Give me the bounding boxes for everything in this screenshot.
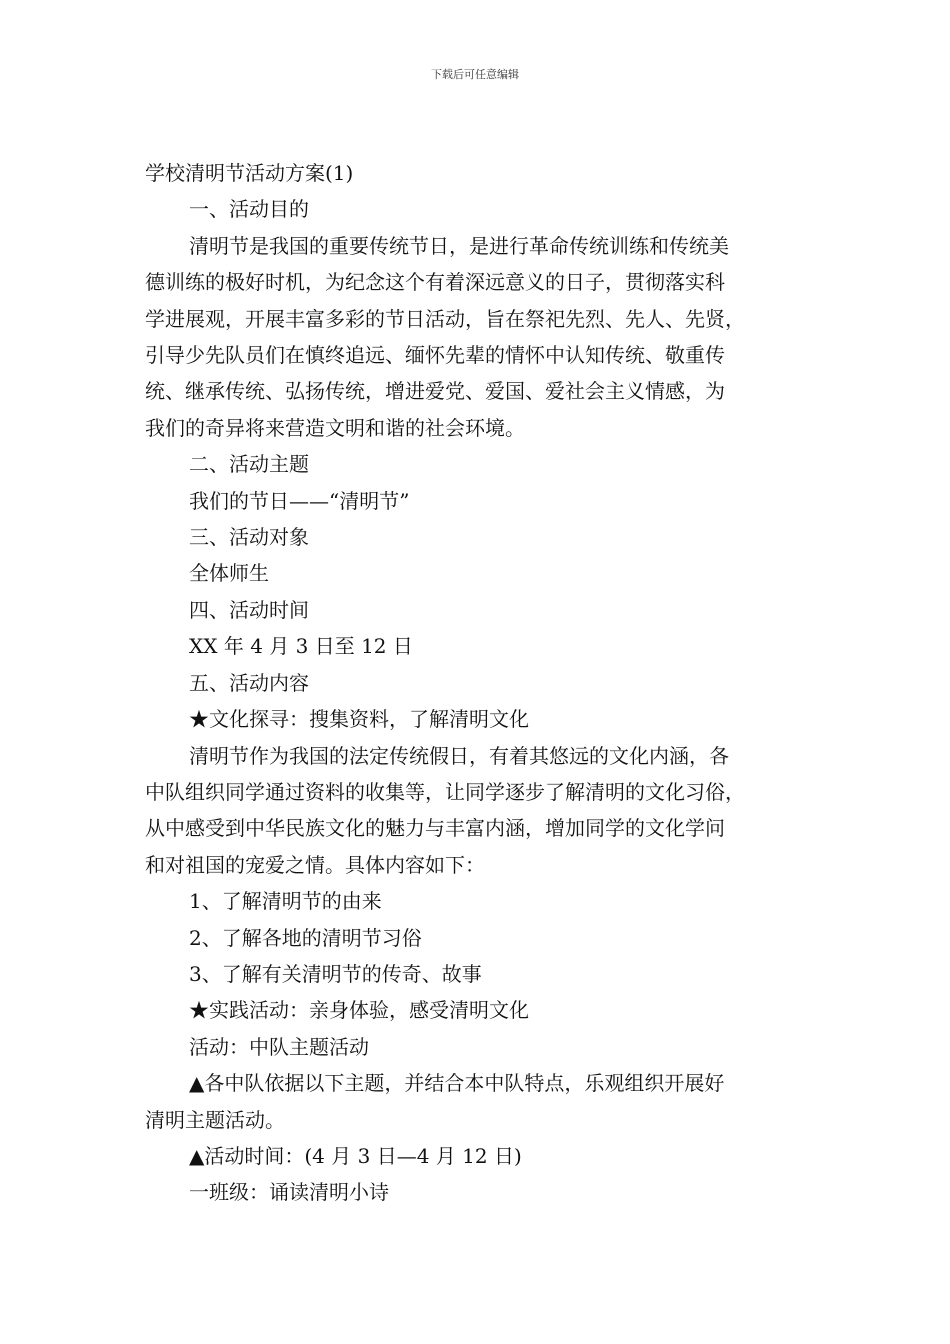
paragraph-line: 清明节是我国的重要传统节日，是进行革命传统训练和传统美 xyxy=(189,233,729,258)
document-title: 学校清明节活动方案(1) xyxy=(145,161,354,185)
paragraph-line: 和对祖国的宠爱之情。具体内容如下： xyxy=(145,852,485,877)
section-heading-content: 五、活动内容 xyxy=(189,670,309,695)
class-one-text: 一班级：诵读清明小诗 xyxy=(189,1180,389,1205)
paragraph-line: 我们的奇异将来营造文明和谐的社会环境。 xyxy=(145,415,525,440)
paragraph-line: 清明节作为我国的法定传统假日，有着其悠远的文化内涵，各 xyxy=(189,743,729,768)
audience-text: 全体师生 xyxy=(189,561,269,586)
paragraph-line: 学进展观，开展丰富多彩的节日活动，旨在祭祀先烈、先人、先贤， xyxy=(145,306,745,331)
paragraph-line: 德训练的极好时机，为纪念这个有着深远意义的日子，贯彻落实科 xyxy=(145,270,725,295)
page-header: 下载后可任意编辑 xyxy=(431,68,519,81)
paragraph-line: 从中感受到中华民族文化的魅力与丰富内涵，增加同学的文化学问 xyxy=(145,816,725,841)
list-item: 2、了解各地的清明节习俗 xyxy=(189,925,422,950)
section-heading-time: 四、活动时间 xyxy=(189,597,309,622)
activity-text: 活动：中队主题活动 xyxy=(189,1034,369,1059)
paragraph-line: 中队组织同学通过资料的收集等，让同学逐步了解清明的文化习俗， xyxy=(145,779,745,804)
list-item: 3、了解有关清明节的传奇、故事 xyxy=(189,961,482,986)
paragraph-line: 清明主题活动。 xyxy=(145,1107,285,1132)
section-heading-audience: 三、活动对象 xyxy=(189,525,309,550)
paragraph-line: 统、继承传统、弘扬传统，增进爱党、爱国、爱社会主义情感，为 xyxy=(145,379,725,404)
list-item: 1、了解清明节的由来 xyxy=(189,889,382,914)
time-text: XX 年 4 月 3 日至 12 日 xyxy=(189,634,413,659)
theme-text: 我们的节日——“清明节” xyxy=(189,488,410,513)
activity-time-text: ▲活动时间：(4 月 3 日—4 月 12 日) xyxy=(189,1143,522,1168)
section-heading-theme: 二、活动主题 xyxy=(189,452,309,477)
paragraph-line: 引导少先队员们在慎终追远、缅怀先辈的情怀中认知传统、敬重传 xyxy=(145,343,725,368)
document-body xyxy=(145,155,810,1211)
section-heading-purpose: 一、活动目的 xyxy=(189,197,309,222)
star-heading-culture: ★文化探寻：搜集资料，了解清明文化 xyxy=(189,707,529,732)
paragraph-line: ▲各中队依据以下主题，并结合本中队特点，乐观组织开展好 xyxy=(189,1071,725,1096)
star-heading-practice: ★实践活动：亲身体验，感受清明文化 xyxy=(189,998,529,1023)
